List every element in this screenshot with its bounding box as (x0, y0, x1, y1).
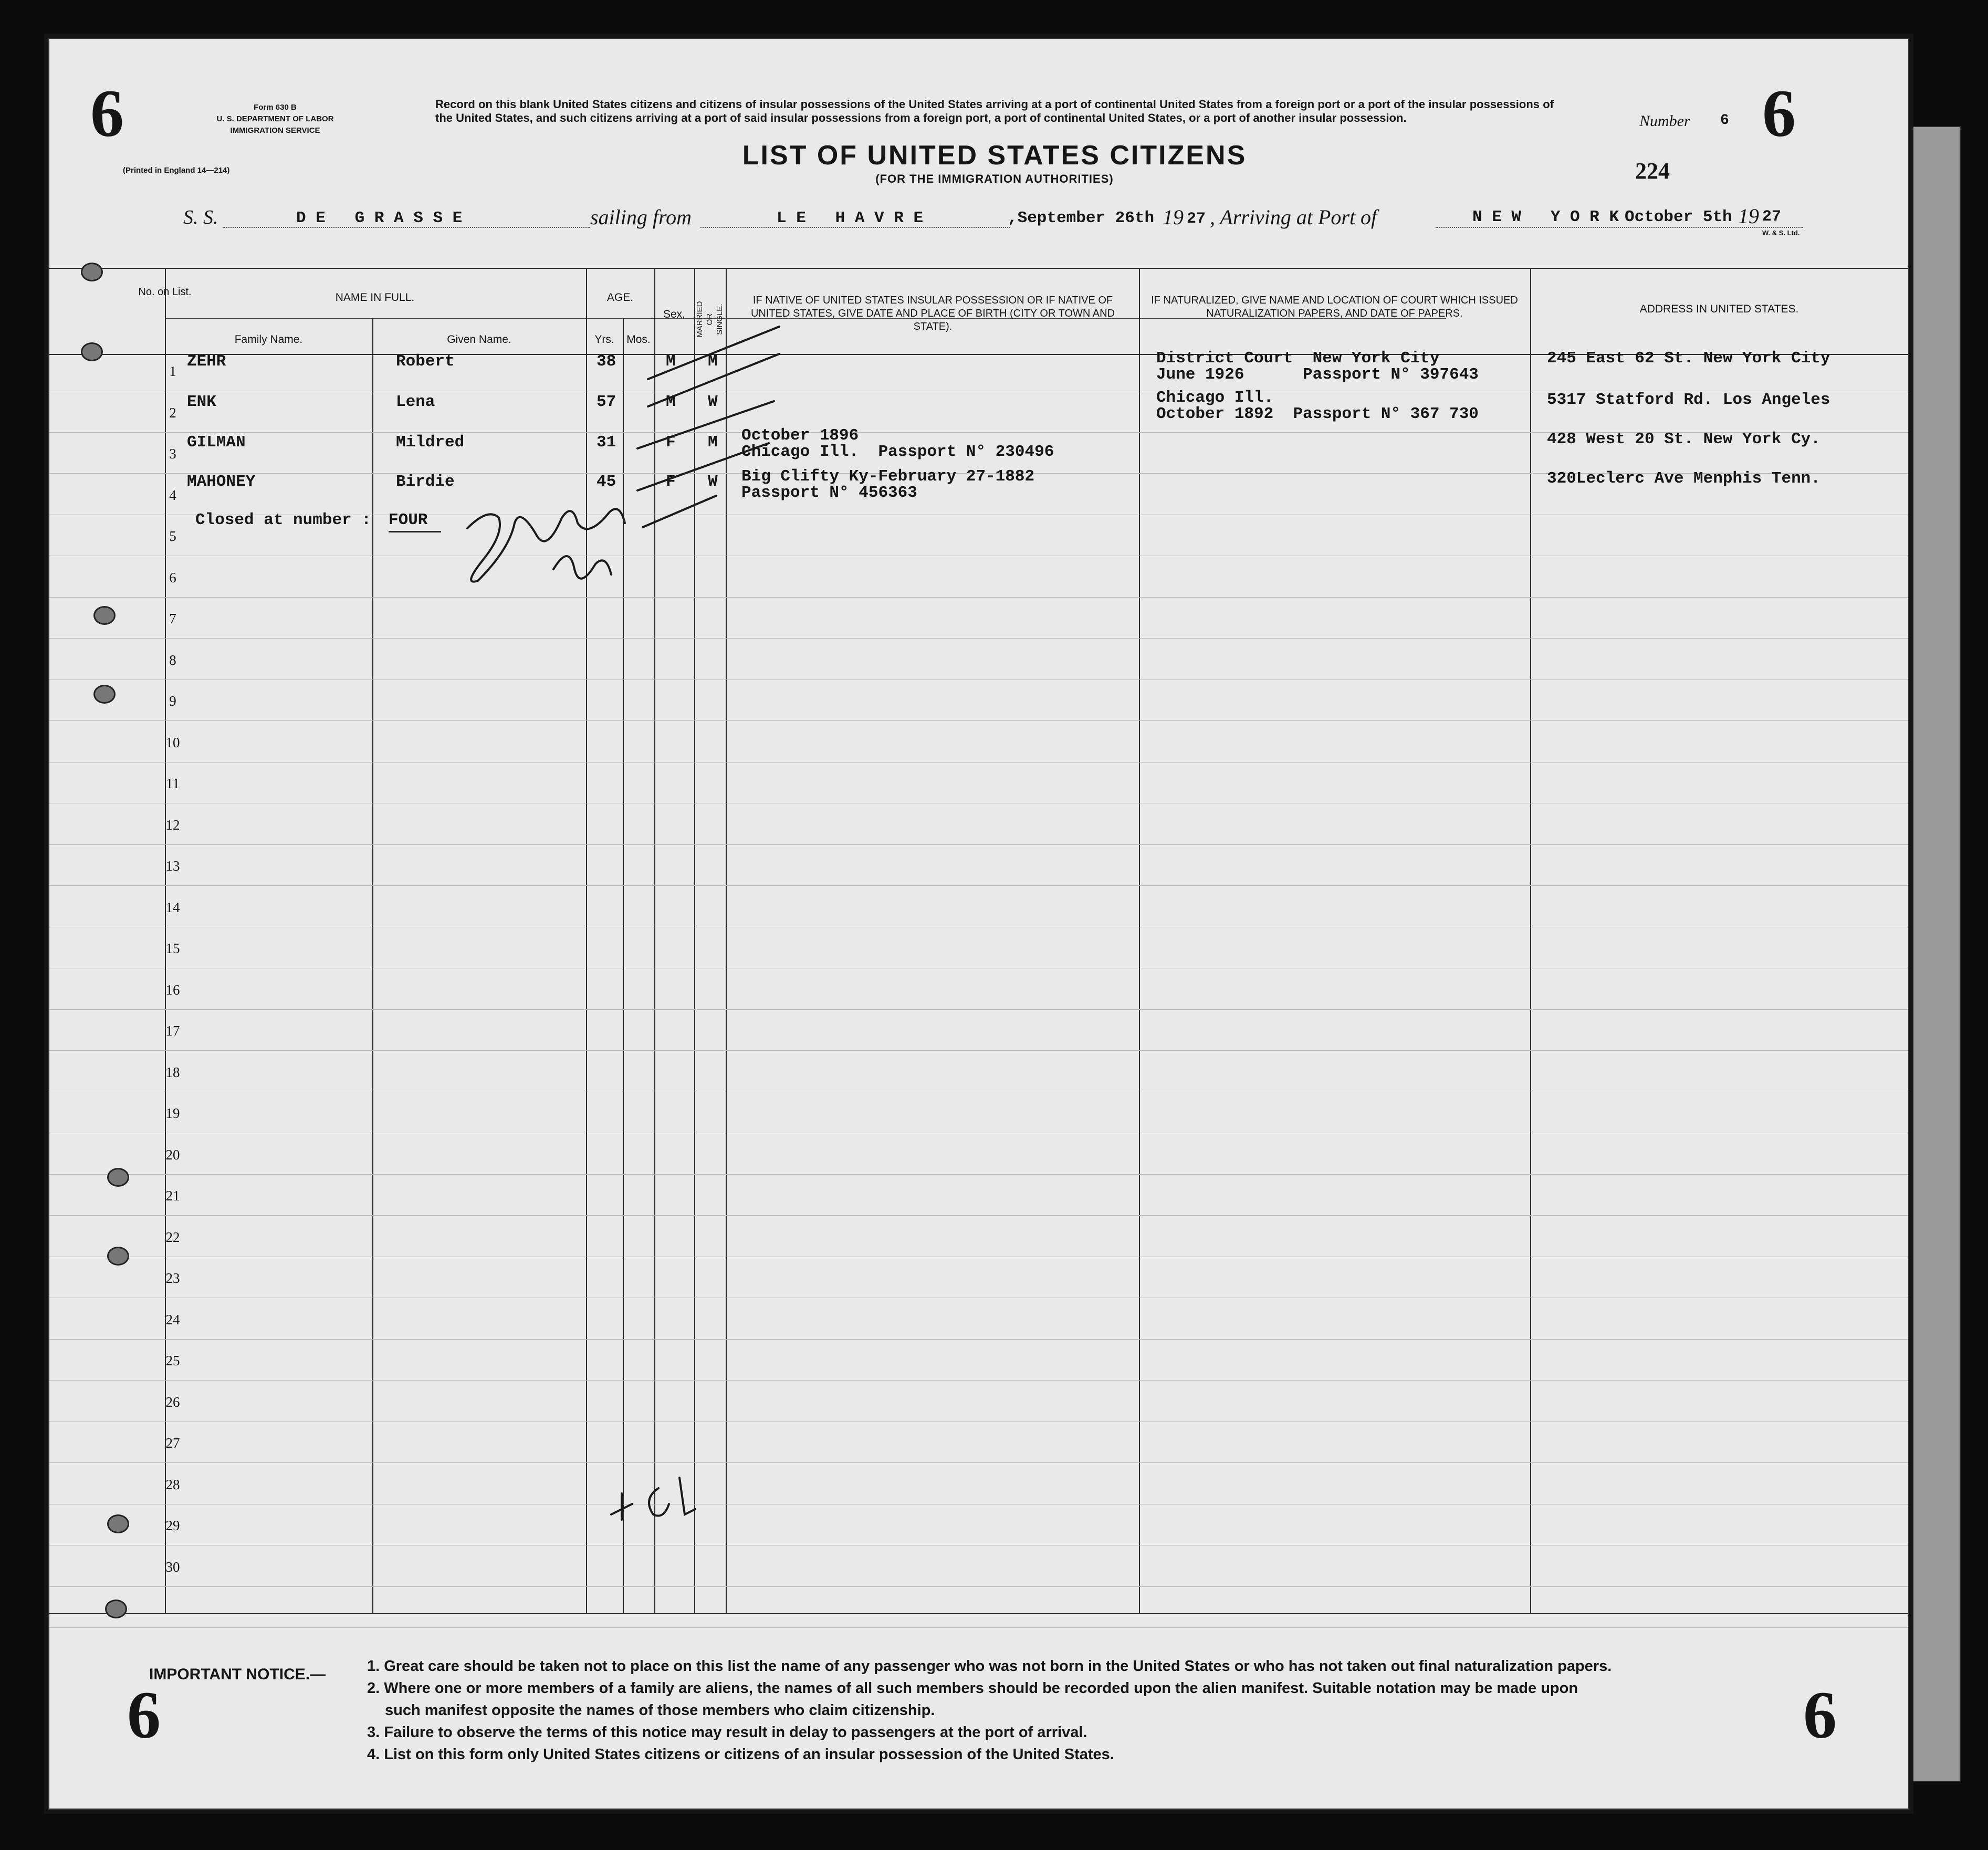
punch-hole-icon (93, 606, 116, 625)
corner-number-bottom-left: 6 (127, 1678, 161, 1752)
notice-item: 4. List on this form only United States citizens or citizens of an insular possession of the United States. (367, 1746, 1114, 1763)
punch-hole-icon (93, 685, 116, 704)
number-value: 6 (1720, 112, 1729, 129)
intro-text: Record on this blank United States citizens and citizens of insular possessions of the United States arriving at a port of continental United States from a foreign port or a port of the insular possessions of the United States, and such citizens arriving at a port of said insular possessions from a foreign port, a port of continental United States, or a port of another insular possession. (435, 98, 1554, 124)
tick-mark (637, 443, 769, 490)
row-number: 5 (169, 528, 176, 544)
row-number: 11 (166, 776, 180, 791)
sex: F (666, 473, 676, 491)
notice-list (367, 1655, 1612, 1765)
from-port: L E H A V R E (777, 209, 924, 227)
age: 38 (597, 352, 616, 371)
depart-year-prefix: 19 (1163, 205, 1184, 229)
row-number: 25 (165, 1353, 180, 1368)
ss-label: S. S. (183, 206, 218, 228)
marital-status: W (708, 473, 718, 491)
department: U. S. DEPARTMENT OF LABOR (216, 114, 334, 123)
birth-line-2: Chicago Ill. Passport N° 230496 (741, 443, 1054, 461)
notice-item: such manifest opposite the names of those members who claim citizenship. (385, 1702, 935, 1719)
row-number: 8 (169, 652, 176, 668)
inspector-signature-icon (467, 509, 625, 581)
row-number: 20 (165, 1146, 180, 1163)
row-number: 30 (165, 1559, 180, 1575)
given-name: Robert (396, 352, 455, 371)
col-header-naturalized: IF NATURALIZED, GIVE NAME AND LOCATION OF COURT WHICH ISSUED NATURALIZATION PAPERS, AND DATE OF PAPERS. (1151, 295, 1518, 319)
row-number: 12 (165, 817, 180, 833)
arrival-year-prefix: 19 (1738, 204, 1759, 228)
arrival-date: October 5th (1625, 208, 1732, 226)
birth-line-1: October 1896 (741, 426, 859, 445)
address: 245 East 62 St. New York City (1547, 349, 1830, 368)
ship-name: D E G R A S S E (296, 209, 463, 227)
row-number: 21 (165, 1188, 180, 1204)
marital-status: M (708, 433, 718, 452)
arrival-year: 27 (1762, 208, 1782, 226)
row-number: 17 (165, 1023, 180, 1039)
row-number: 4 (169, 487, 176, 503)
tick-mark (643, 496, 716, 527)
row-number: 7 (169, 611, 176, 626)
printer-mark: W. & S. Ltd. (1762, 229, 1800, 237)
row-number: 13 (165, 858, 180, 874)
row-number: 10 (165, 734, 180, 750)
row-number: 29 (165, 1518, 180, 1533)
number-label: Number (1639, 112, 1690, 130)
address: 320Leclerc Ave Menphis Tenn. (1547, 469, 1820, 488)
row-number: 1 (169, 363, 176, 379)
row-number: 28 (165, 1476, 180, 1492)
corner-number-bottom-right: 6 (1803, 1678, 1837, 1752)
row-number: 23 (165, 1270, 180, 1286)
marital-status: W (708, 393, 718, 411)
row-number: 14 (165, 899, 180, 915)
naturalization-line-1: District Court New York City (1156, 349, 1440, 368)
age: 45 (597, 473, 616, 491)
corner-number-top-right: 6 (1762, 76, 1796, 151)
closed-label: Closed at number : (195, 511, 371, 529)
col-header-birth: IF NATIVE OF UNITED STATES INSULAR POSSESSION OR IF NATIVE OF UNITED STATES, GIVE DATE AND PLACE OF BIRTH (CITY OR TOWN AND STATE). (750, 295, 1115, 332)
col-header-yrs: Yrs. (594, 333, 614, 346)
naturalization-line-2: October 1892 Passport N° 367 730 (1156, 405, 1479, 423)
family-name: ENK (187, 393, 216, 411)
tick-mark (648, 354, 779, 406)
punch-hole-icon (81, 263, 103, 281)
notice-item: 1. Great care should be taken not to place on this list the name of any passenger who was not born in the United States or who has not taken out final naturalization papers. (367, 1658, 1612, 1675)
col-header-mos: Mos. (626, 333, 651, 346)
row-number: 15 (165, 940, 180, 956)
punch-hole-icon (81, 342, 103, 361)
closed-value: FOUR (389, 511, 428, 529)
col-header-given-name: Given Name. (447, 333, 511, 346)
birth-line-2: Passport N° 456363 (741, 484, 917, 502)
sex: F (666, 433, 676, 452)
row-number: 27 (165, 1435, 180, 1451)
row-number: 16 (165, 981, 180, 998)
punch-hole-icon (105, 1600, 127, 1618)
row-number: 9 (169, 693, 176, 709)
family-name: GILMAN (187, 433, 246, 452)
row-number: 2 (169, 404, 176, 421)
birth-line-1: Big Clifty Ky-February 27-1882 (741, 467, 1035, 486)
depart-date: ,September 26th (1008, 209, 1155, 227)
col-header-address: ADDRESS IN UNITED STATES. (1639, 303, 1799, 315)
form-id: Form 630 B (254, 103, 297, 112)
row-number: 24 (165, 1311, 180, 1328)
tick-mark (637, 401, 774, 448)
sailing-label: sailing from (590, 205, 692, 229)
col-header-sex: Sex. (663, 308, 686, 320)
family-name: ZEHR (187, 352, 226, 371)
page-subtitle: (FOR THE IMMIGRATION AUTHORITIES) (875, 172, 1114, 185)
row-number: 6 (169, 569, 176, 586)
col-header-age: AGE. (606, 291, 634, 304)
page-number: 224 (1635, 158, 1670, 184)
printed-note: (Printed in England 14—214) (123, 166, 230, 175)
handwritten-marks (49, 39, 1908, 1772)
tick-mark (648, 327, 779, 379)
inspector-signature-icon (553, 556, 611, 579)
col-header-married: MARRIED OR SINGLE. (695, 301, 724, 338)
corner-number-top-left: 6 (90, 76, 124, 151)
row-number: 19 (165, 1105, 180, 1121)
family-name: MAHONEY (187, 473, 256, 491)
arriving-label: , Arriving at Port of (1210, 205, 1377, 229)
punch-hole-icon (107, 1514, 129, 1533)
col-header-name-in-full: NAME IN FULL. (335, 291, 415, 304)
manifest-page (48, 38, 1909, 1810)
age: 57 (597, 393, 616, 411)
given-name: Mildred (396, 433, 465, 452)
marital-status: M (708, 352, 718, 371)
sex: M (666, 393, 676, 411)
given-name: Birdie (396, 473, 455, 491)
row-number: 3 (169, 446, 176, 462)
notice-item: 3. Failure to observe the terms of this notice may result in delay to passengers at the port of arrival. (367, 1724, 1087, 1741)
col-header-family-name: Family Name. (234, 333, 303, 346)
col-header-no: No. on List. (138, 286, 192, 298)
notice-item: 2. Where one or more members of a family are aliens, the names of all such members should be recorded upon the alien manifest. Suitable notation may be made upon (367, 1680, 1578, 1697)
row-number: 22 (165, 1229, 180, 1245)
address: 428 West 20 St. New York Cy. (1547, 430, 1820, 448)
row-number: 26 (165, 1394, 180, 1410)
notice-heading: IMPORTANT NOTICE.— (149, 1666, 326, 1683)
punch-hole-icon (107, 1247, 129, 1266)
given-name: Lena (396, 393, 435, 411)
service: IMMIGRATION SERVICE (230, 126, 320, 135)
punch-hole-icon (107, 1168, 129, 1187)
page-title: LIST OF UNITED STATES CITIZENS (742, 140, 1247, 171)
address: 5317 Statford Rd. Los Angeles (1547, 391, 1830, 409)
row-number: 18 (165, 1064, 180, 1080)
arrival-port: N E W Y O R K (1472, 208, 1619, 226)
depart-year: 27 (1187, 210, 1206, 228)
handwritten-note-icon (611, 1478, 695, 1520)
naturalization-line-2: June 1926 Passport N° 397643 (1156, 365, 1479, 384)
sex: M (666, 352, 676, 371)
naturalization-line-1: Chicago Ill. (1156, 389, 1274, 407)
age: 31 (597, 433, 616, 452)
